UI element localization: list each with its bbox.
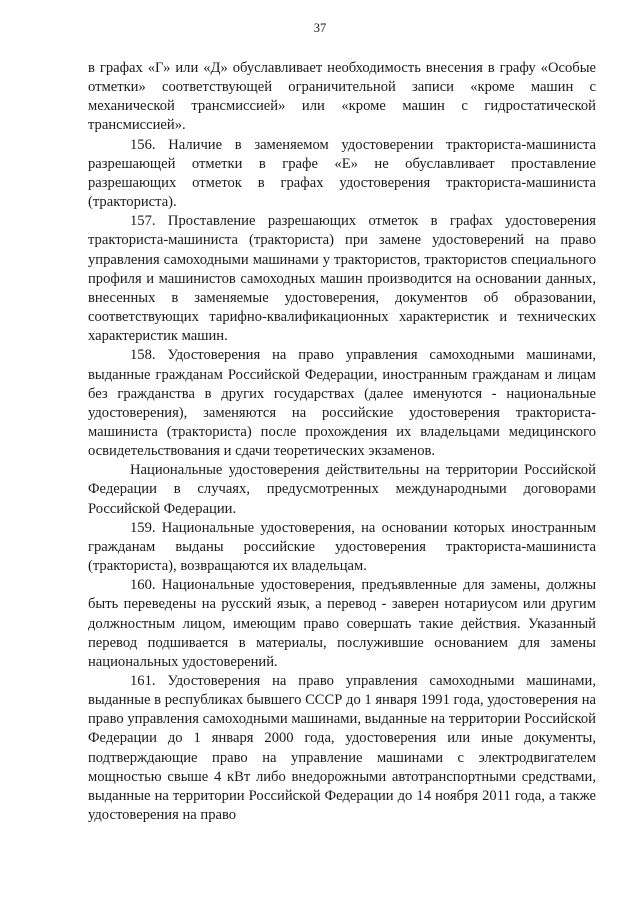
page-number: 37 bbox=[313, 21, 327, 35]
paragraph-157: 157. Проставление разрешающих отметок в графах удостоверения тракториста-машиниста (тракториста) при замене удостоверений на право управления самоходными машинами у трактористов, трактористов специального профиля и машинистов самоходных машин производится на основании данных, внесенных в заменяемые удостоверения, документов об образовании, соответствующих тарифно-квалификационных характеристик и технических характеристик машин. bbox=[88, 213, 596, 345]
paragraph-160: 160. Национальные удостоверения, предъявленные для замены, должны быть переведены на русский язык, а перевод - заверен нотариусом или другим должностным лицом, имеющим право совершать такие действия. Указанный перевод подшивается в материалы, послужившие основанием для замены национальных удостоверений. bbox=[88, 577, 596, 670]
paragraph-158: 158. Удостоверения на право управления самоходными машинами, выданные гражданам Российской Федерации, иностранным гражданам и лицам без гражданства в других государствах (далее именуются - национальные удостоверения), заменяются на российские удостоверения тракториста-машиниста (тракториста) после прохождения их владельцами медицинского освидетельствования и сдачи теоретических экзаменов. bbox=[88, 347, 596, 460]
paragraph-161: 161. Удостоверения на право управления самоходными машинами, выданные в республиках бывшего СССР до 1 января 1991 года, удостоверения на право управления самоходными машинами, выданные на территории Российской Федерации до 1 января 2000 года, удостоверения или иные документы, подтверждающие право на управление машинами с электродвигателем мощностью свыше 4 кВт либо внедорожными автотранспортными средствами, выданные на территории Российской Федерации до 14 ноября 2011 года, а также удостоверения на право bbox=[88, 673, 596, 824]
paragraph-continuation: в графах «Г» или «Д» обуславливает необходимость внесения в графу «Особые отметки» соответствующей ограничительной записи «кроме машин с механической трансмиссией» или «кроме машин с гидростатической трансмиссией». bbox=[88, 60, 596, 134]
paragraph-158-national: Национальные удостоверения действительны на территории Российской Федерации в случаях, предусмотренных международными договорами Российской Федерации. bbox=[88, 462, 596, 517]
paragraph-156: 156. Наличие в заменяемом удостоверении тракториста-машиниста разрешающей отметки в графе «Е» не обуславливает проставление разрешающих отметок в графах удостоверения тракториста-машиниста (тракториста). bbox=[88, 136, 596, 211]
paragraph-159: 159. Национальные удостоверения, на основании которых иностранным гражданам выданы российские удостоверения тракториста-машиниста (тракториста), возвращаются их владельцам. bbox=[88, 519, 596, 575]
document-body bbox=[88, 59, 596, 825]
